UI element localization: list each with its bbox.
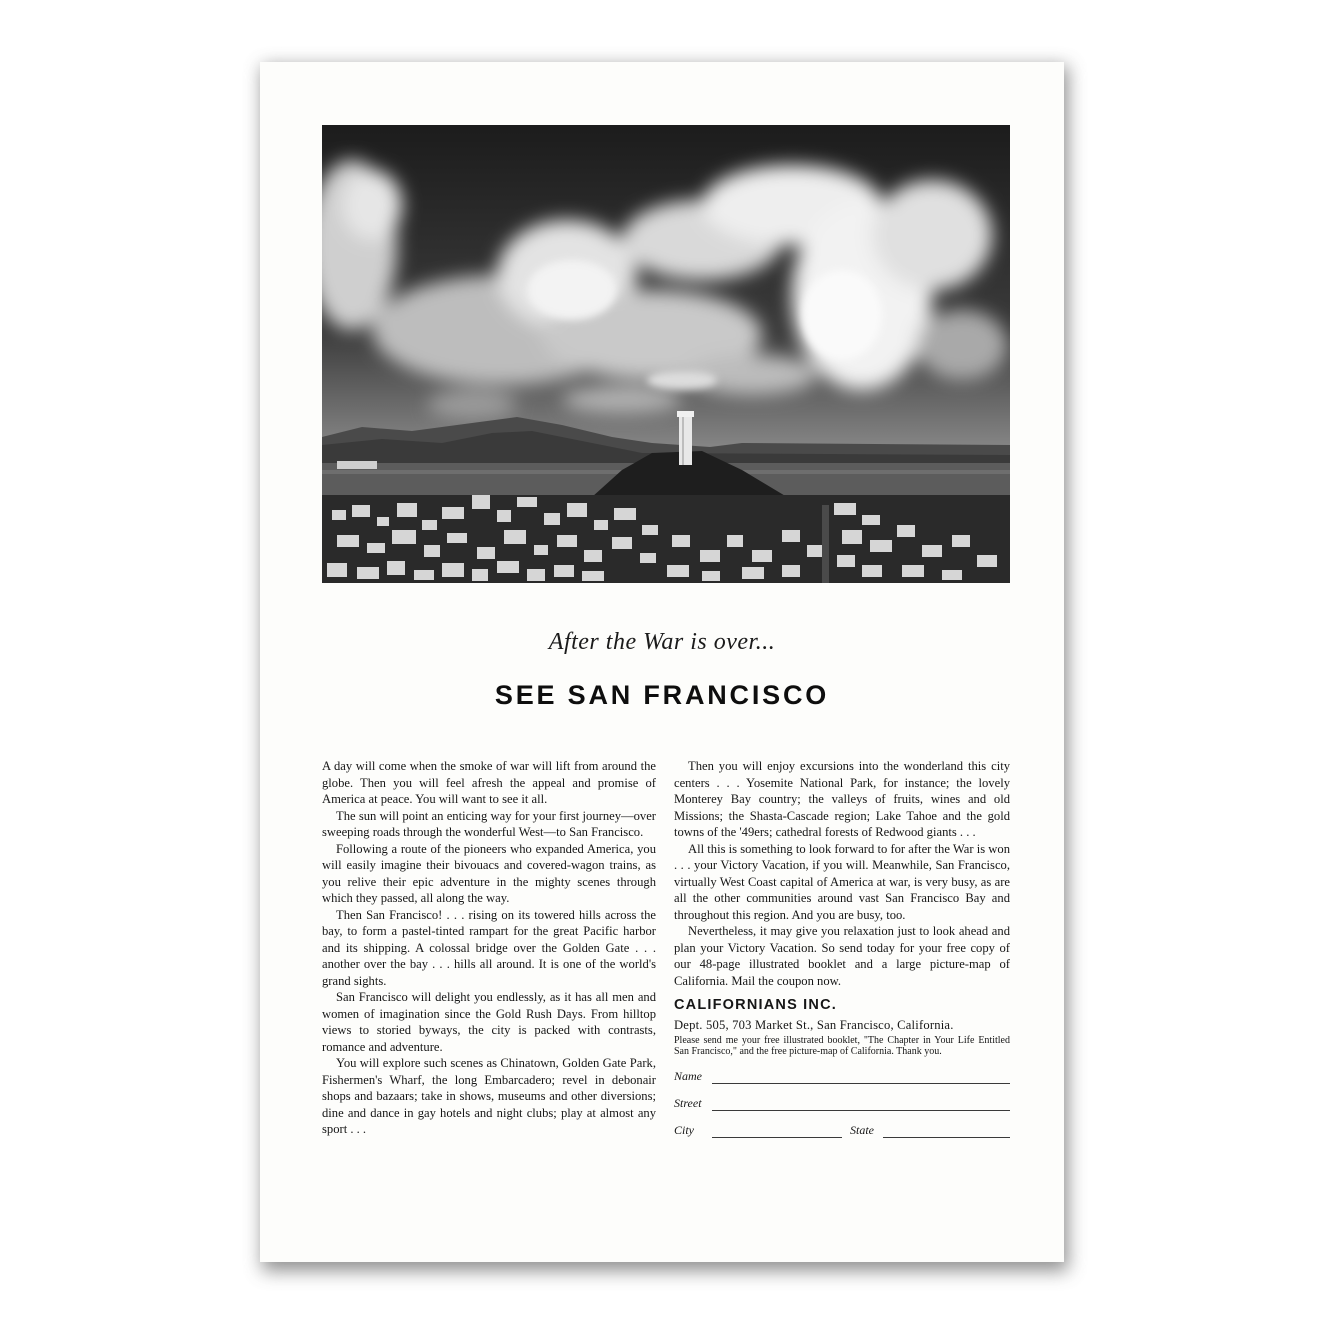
paragraph: Nevertheless, it may give you relaxation just to look ahead and plan your Victory Vacation. So send today for your free copy of our 48-page illustrated booklet and a large picture-map of California. Mail the coupon now. xyxy=(674,924,1010,988)
company-name: CALIFORNIANS INC. xyxy=(674,997,837,1013)
street-field[interactable] xyxy=(674,1094,1010,1111)
city-state-field[interactable] xyxy=(674,1121,1010,1138)
name-line[interactable] xyxy=(712,1071,1010,1084)
san-francisco-photo xyxy=(322,125,1010,583)
paragraph: San Francisco will delight you endlessly, as it has all men and women of imagination since the Gold Rush Days. From hilltop views to storied byways, the city is packed with contrasts, romance and adventure. xyxy=(322,990,656,1054)
street-label: Street xyxy=(674,1095,702,1110)
headline: After the War is over... xyxy=(548,629,776,655)
street-line[interactable] xyxy=(712,1098,1010,1111)
title: SEE SAN FRANCISCO xyxy=(494,680,830,710)
name-field[interactable] xyxy=(674,1067,1010,1084)
paragraph: The sun will point an enticing way for your first journey—over sweeping roads through the wonderful West—to San Francisco. xyxy=(322,808,656,839)
name-label: Name xyxy=(674,1068,702,1083)
paragraph: You will explore such scenes as Chinatown, Golden Gate Park, Fishermen's Wharf, the long Embarcadero; revel in debonair shops and bazaars; take in shows, museums and other diversions; dine and dance in gay hotels and night clubs; play at almost any sport . . . xyxy=(322,1056,656,1136)
paragraph: A day will come when the smoke of war will lift from around the globe. Then you will feel afresh the appeal and promise of America at peace. You will want to see it all. xyxy=(322,759,656,806)
right-column xyxy=(674,758,1010,1138)
state-label: State xyxy=(850,1122,874,1137)
paragraph: Then San Francisco! . . . rising on its towered hills across the bay, to form a pastel-tinted rampart for the great Pacific harbor and its shipping. A colossal bridge over the Golden Gate . . . another over the bay . . . hills all around. It is one of the world's grand sights. xyxy=(322,907,656,988)
paragraph: All this is something to look forward to for after the War is won . . . your Victory Vacation, if you will. Meanwhile, San Francisco, virtually West Coast capital of America at war, is very busy, as are all the other communities around vast San Francisco Bay and throughout this region. And you are busy, too. xyxy=(674,841,1010,922)
paragraph: Then you will enjoy excursions into the wonderland this city centers . . . Yosemite National Park, for instance; the lovely Monterey Bay country; the valleys of fruits, wines and old Missions; the Shasta-Cascade region; Lake Tahoe and the gold towns of the '49ers; cathedral forests of Redwood giants . . . xyxy=(674,759,1010,839)
left-column xyxy=(322,758,656,1138)
city-label: City xyxy=(674,1122,694,1137)
company-address: Dept. 505, 703 Market St., San Francisco, California. xyxy=(674,1017,954,1032)
advertisement-page xyxy=(260,62,1064,1262)
paragraph: Following a route of the pioneers who expanded America, you will easily imagine their bivouacs and covered-wagon trains, as you relive their epic adventure in the mighty scenes through which they passed, all along the way. xyxy=(322,841,656,905)
state-line[interactable] xyxy=(883,1125,1010,1138)
coupon-note: Please send me your free illustrated booklet, "The Chapter in Your Life Entitled San Francisco," and the free picture-map of California. Thank you. xyxy=(674,1035,1010,1057)
city-line[interactable] xyxy=(712,1125,842,1138)
